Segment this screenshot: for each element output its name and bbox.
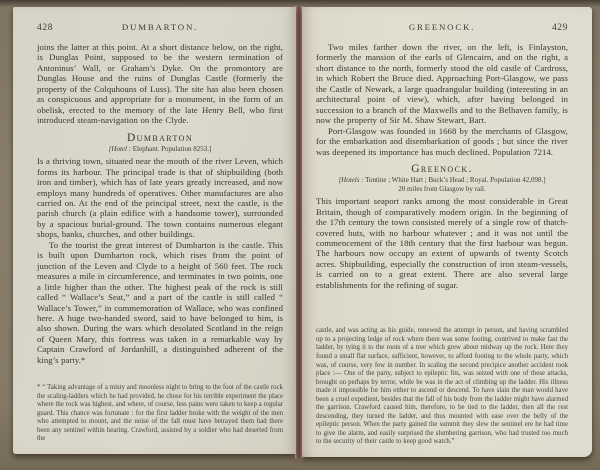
page-left-header [37,22,283,33]
footnote-left: * “ Taking advantage of a misty and moonless night to bring to the foot of the castle rock the scaling-ladders which he had provided, he chose for his terrible experiment the place where the rock was highest, and where, of course, less pains were taken to keep a regular guard. This chance was fortunate : for the first ladder broke with the weight of the men who attempted to mount, and the noise of the fall must have betrayed them had there been any sentinel within hearing. Crawford, assisted by a soldier who had deserted from the [37,384,283,443]
hotel-info: Tontine ; White Hart ; Buck’s Head ; Royal. Population 42,098.] [365,175,546,184]
page-right [302,7,592,457]
page-number-right: 429 [551,23,568,33]
hotel-info: Elephant. Population 8253.] [132,144,212,153]
page-right-header [316,22,568,33]
paragraph-continuation: joins the latter at this point. At a short distance below, on the right, is Dunglas Point, supposed to be the western termination of Antoninus’ Wall, or Graham’s Dyke. On the promontory are Dunglas House and the ruins of Dunglas Castle (formerly the property of the Colquhouns of Luss). The site has also been chosen as conspicuous and appropriate for a monument, in the form of an obelisk, erected to the memory of the late Henry Bell, who first introduced steam-navigation on the Clyde. [37,42,283,126]
paragraph-town: Is a thriving town, situated near the mouth of the river Leven, which forms its harbour. The principal trade is that of shipbuilding (both iron and timber), which has of late years greatly increased, and now employs many hundreds of operatives. Other manufactures are also carried on. At the end of the principal street, next the castle, is the parish church (a plain edifice with a handsome tower), surrounded by a spacious burial-ground. The town contains numerous elegant shops, banks, churches, and other buildings. [37,156,283,240]
hotel-label: [Hotels : [338,175,364,184]
hotel-distance-line: 20 miles from Glasgow by rail. [398,184,486,193]
page-number-left: 428 [37,23,54,33]
hotel-line-greenock [316,176,568,193]
section-heading-greenock: Greenock. [411,162,473,175]
paragraph-castle: To the tourist the great interest of Dumbarton is the castle. This is built upon Dumbarton rock, which rises from the point of junction of the Leven and Clyde to a height of 560 feet. The rock measures a mile in circumference, and terminates in two points, one a little higher than the other. The highest peak of the rock is still called “ Wallace’s Seat,” and a part of the castle is still called “ Wallace’s Tower,” in commemoration of Wallace, who was confined here. A huge two-handed sword, said to have belonged to him, is also shown. During the wars which desolated Scotland in the reign of Queen Mary, this fortress was taken in a remarkable way by Captain Crawford of Jordanhill, a distinguished adherent of the king’s party.* [37,239,283,365]
hotel-label: [Hotel : [108,144,132,153]
paragraph-finlayston: Two miles farther down the river, on the left, is Finlayston, formerly the mansion of the earls of Glencairn, and on the right, a short distance to the north, formerly stood the old castle of Cardross, in which Robert the Bruce died. Approaching Port-Glasgow, we pass the Castle of Newark, a large quadrangular building (interesting in an architectural point of view), which, after having belonged in succession to a branch of the Maxwells and to the Belhaven family, is now the property of Sir M. Shaw Stewart, Bart. [316,42,568,126]
running-head-right: GREENOCK. [408,22,476,32]
paragraph-seaport: This important seaport ranks among the most considerable in Great Britain, though of comparatively modern origin. In the beginning of the 17th century the town consisted merely of a single row of thatch-covered huts, with no harbour whatever ; and it was not until the commencement of the 18th century that the first harbour was begun. The harbours now occupy an extent of upwards of twenty Scotch acres. Shipbuilding, especially the construction of iron steam-vessels, is carried on to a great extent. There are also several large establishments for the refining of sugar. [316,196,568,290]
section-heading-dumbarton: Dumbarton [126,131,194,144]
page-left [13,7,296,454]
hotel-line-dumbarton [37,145,283,154]
paragraph-portglasgow: Port-Glasgow was founded in 1668 by the merchants of Glasgow, for the embarkation and disembarkation of goods ; but since the river was deepened its importance has much declined. Population 7214. [316,125,568,157]
running-head-left: DUMBARTON. [121,22,199,32]
footnote-right: castle, and was acting as his guide, renewed the attempt in person, and having scrambled up to a projecting ledge of rock where there was some footing, contrived to make fast the ladder, by tying it to the roots of a tree which grew about midway up the rock. Here they found a small flat surface, sufficient, however, to afford footing to the whole party, which was, of course, very few in number. In scaling the second precipice another accident took place :— One of the party, subject to epileptic fits, was seized with one of these attacks, brought on perhaps by terror, while he was in the act of climbing up the ladder. His illness made it impossible for him either to ascend or descend. To have slain the man would have been a cruel expedient, besides that the fall of his body from the ladder might have alarmed the garrison. Crawford caused him, therefore, to be tied to the ladder, then all the rest descending, they turned the ladder, and thus mounted with ease over the belly of the epileptic person. When the party gained the summit they slew the sentinel ere he had time to give the alarm, and easily surprised the slumbering garrison, who had trusted too much to the security of their castle to keep good watch.” [316,327,568,446]
